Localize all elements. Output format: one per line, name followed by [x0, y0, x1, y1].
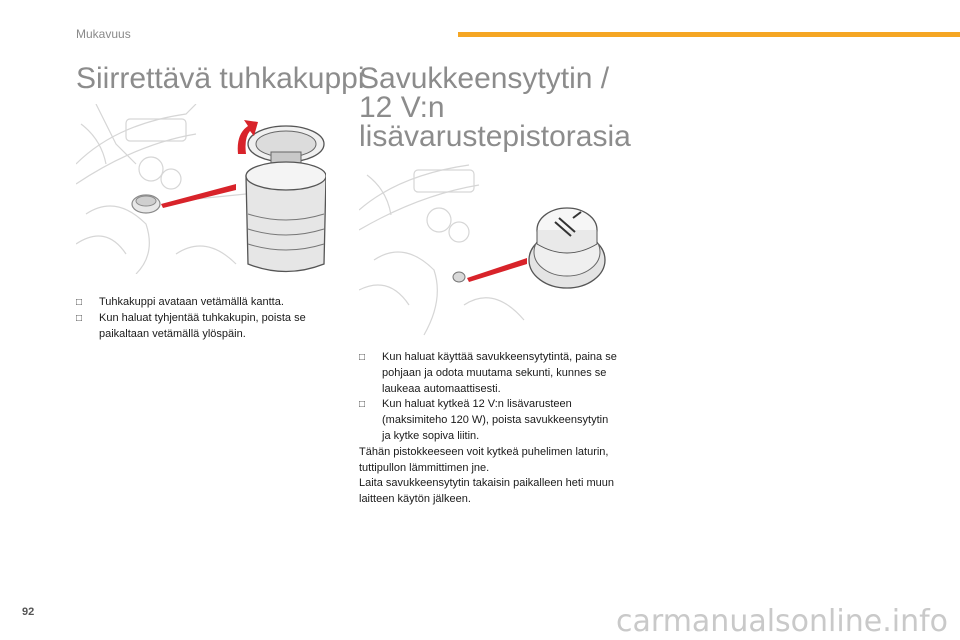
lighter-large: [529, 208, 605, 288]
bullet-marker-icon: □: [76, 312, 83, 324]
title-line: 12 V:n: [359, 91, 445, 124]
ashtray-instructions: [76, 295, 341, 342]
page-number: 92: [22, 606, 35, 618]
paragraph: Tähän pistokkeeseen voit kytkeä puhelimen laturin, tuttipullon lämmittimen jne.: [359, 445, 609, 474]
title-line: lisävarustepistorasia: [359, 120, 631, 153]
bullet-marker-icon: □: [359, 399, 366, 411]
lighter-socket-title: [359, 64, 639, 151]
ashtray-large: [246, 126, 326, 272]
socket-small: [453, 272, 465, 282]
list-item: □ Kun haluat kytkeä 12 V:n lisävarusteen (maksimiteho 120 W), poista savukkeensytytin ja kytke sopiva liitin.: [359, 398, 609, 442]
ashtray-title: Siirrettävä tuhkakuppi: [76, 62, 365, 95]
ashtray-illustration: [76, 104, 326, 274]
title-line: Savukkeensytytin /: [359, 62, 610, 95]
bullet-marker-icon: □: [76, 297, 83, 308]
list-item: □ Kun haluat tyhjentää tuhkakupin, poista se paikaltaan vetämällä ylöspäin.: [76, 311, 306, 340]
list-item: □ Kun haluat käyttää savukkeensytytintä, paina se pohjaan ja odota muutama sekunti, kunnes se laukeaa automaattisesti.: [359, 351, 617, 395]
bullet-marker-icon: □: [359, 352, 366, 363]
red-arrow-icon: [467, 258, 527, 282]
watermark: carmanualsonline.info: [616, 604, 948, 639]
lighter-socket-instructions: [359, 350, 619, 508]
ashtray-small: [132, 195, 160, 213]
list-item: □ Tuhkakuppi avataan vetämällä kantta.: [76, 295, 341, 311]
lighter-socket-illustration: [359, 160, 609, 340]
header-accent-bar: [458, 32, 960, 37]
paragraph: Laita savukkeensytytin takaisin paikalleen heti muun laitteen käytön jälkeen.: [359, 477, 614, 506]
section-label: Mukavuus: [76, 27, 131, 41]
